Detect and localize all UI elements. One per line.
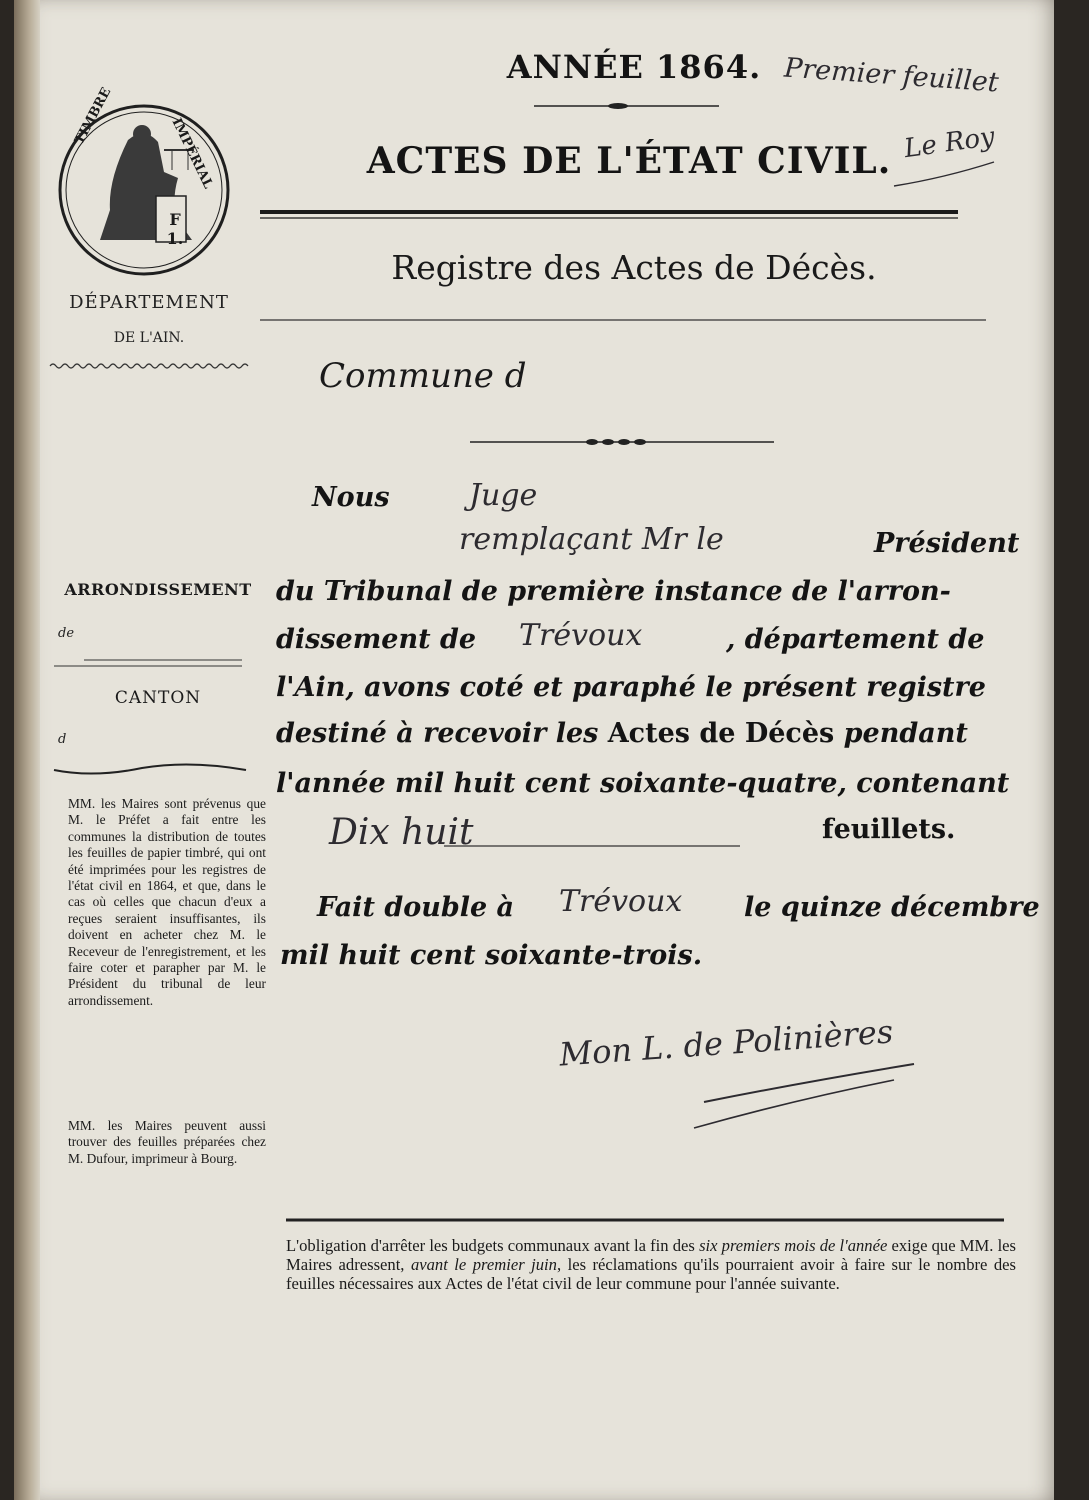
body-pendant: pendant: [834, 718, 968, 749]
canton-d: d: [58, 732, 67, 747]
body-line-destine: [276, 718, 1011, 749]
handwritten-remplacant: remplaçant Mr le: [459, 522, 724, 557]
department-ain-label: DE L'AIN.: [113, 330, 185, 346]
actes-title: ACTES DE L'ÉTAT CIVIL.: [366, 140, 892, 182]
registre-title: Registre des Actes de Décès.: [391, 248, 877, 287]
year-title: ANNÉE 1864.: [506, 48, 762, 86]
commune-label: Commune d: [319, 356, 527, 396]
side-note-maires: MM. les Maires sont prévenus que M. le Préfet a fait entre les communes la distribution de toutes les feuilles de papier timbré, qui ont été imprimées pour les registres de l'état civil en 1864, et que, dans le cas où celles que chacun d'eux a reçues seraient insuffisantes, ils doivent en acheter chez M. le Receveur de l'enregistrement, et les faire coter et parapher par M. le Président du tribunal de leur arrondissement.: [68, 796, 266, 1008]
handwritten-premier-feuillet: Premier feuillet: [783, 52, 1000, 99]
body-line-dissement: dissement de: [276, 624, 477, 655]
body-line-departement: , département de: [726, 624, 985, 655]
stamp-denomination: F 1.: [166, 210, 184, 248]
footer-part1: L'obligation d'arrêter les budgets communaux avant la fin des: [286, 1236, 700, 1255]
body-line-annee: l'année mil huit cent soixante-quatre, contenant: [276, 768, 1010, 799]
footer-note: [286, 1236, 1016, 1293]
footer-part2: six premiers mois de l'année: [699, 1236, 888, 1255]
handwritten-trevoux-arrondissement: Trévoux: [519, 618, 643, 653]
body-line-ain: l'Ain, avons coté et paraphé le présent registre: [276, 672, 986, 703]
footer-part5: , les réclamations qu'ils pourraient avoir à faire sur le nombre des feuilles nécessaires aux Actes de l'état civil de leur commune pour l'année suivante.: [286, 1255, 1017, 1293]
body-fait-double: Fait double à: [317, 892, 515, 923]
footer-part3: exige que MM. les Maires adressent,: [286, 1236, 1017, 1274]
stamp-left-text: TIMBRE: [72, 85, 115, 148]
body-quinze-decembre: le quinze décembre: [744, 892, 1040, 923]
department-label: DÉPARTEMENT: [69, 292, 229, 313]
body-feuillets: feuillets.: [822, 814, 956, 845]
body-nous: Nous: [312, 482, 390, 513]
register-page: [14, 0, 1054, 1500]
side-note-dufour: MM. les Maires peuvent aussi trouver des feuilles préparées chez M. Dufour, imprimeur à Bourg.: [68, 1118, 266, 1166]
stamp-right-text: IMPÉRIAL: [168, 116, 216, 192]
body-president: Président: [874, 528, 1020, 559]
arrondissement-de: de: [58, 626, 75, 641]
body-actes-deces: Actes de Décès: [607, 718, 835, 749]
body-mil-huit-cent: mil huit cent soixante-trois.: [280, 940, 703, 971]
handwritten-signature: Mon L. de Polinières: [558, 1012, 895, 1074]
handwritten-trevoux-lieu: Trévoux: [559, 884, 683, 919]
body-line-tribunal: du Tribunal de première instance de l'arron-: [276, 576, 951, 607]
canton-label: CANTON: [114, 688, 202, 708]
handwritten-initials: Le Roy: [902, 121, 997, 165]
footer-part4: avant le premier juin: [410, 1255, 557, 1274]
handwritten-dix-huit: Dix huit: [329, 812, 474, 853]
body-destine-part1: destiné à recevoir les: [276, 718, 608, 749]
handwritten-juge: Juge: [469, 478, 538, 513]
arrondissement-label: ARRONDISSEMENT: [64, 580, 252, 599]
